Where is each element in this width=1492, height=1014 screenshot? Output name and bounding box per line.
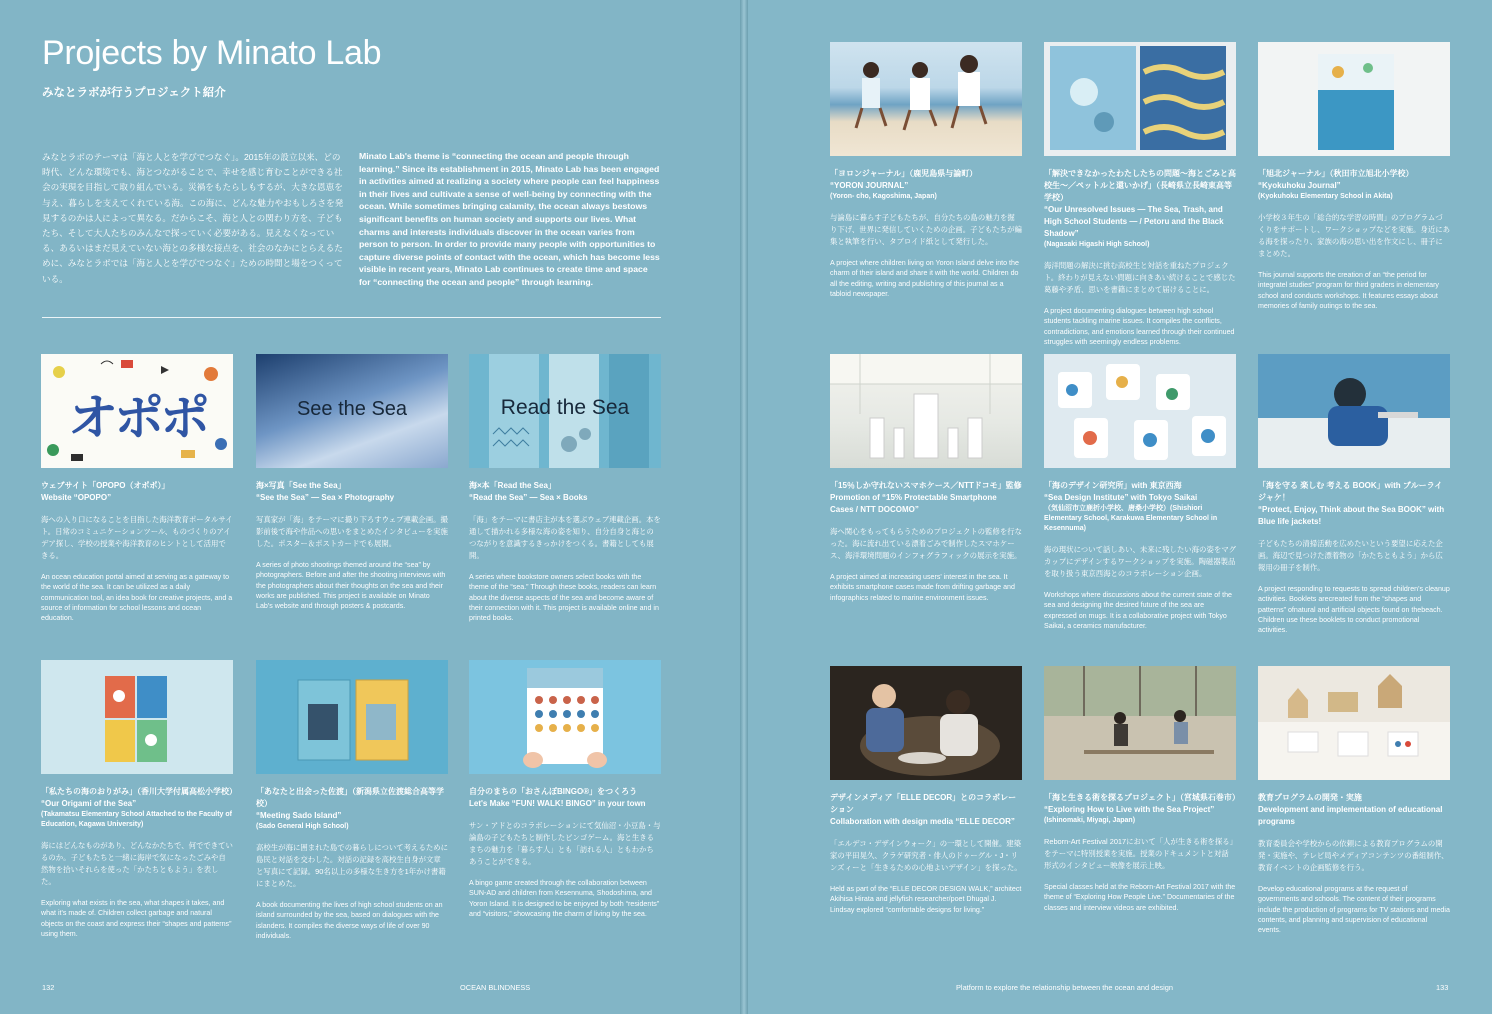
project-jp-body: 写真家が「海」をテーマに撮り下ろすウェブ連載企画。撮影前後で海や作品への思いをまとめたインタビューを実施した。ポスター＆ポストカードでも展開。: [256, 515, 448, 548]
project-jp-title: 「海を守る 楽しむ 考える BOOK」with ブルーライジャケ！: [1258, 481, 1443, 502]
project-en-body: A series where bookstore owners select books with the theme of the “sea.” Through these books, readers can learn about the diverse aspects of the sea and become aware of their connection with it. This project is available online and in printed books.: [469, 573, 659, 623]
mugs-photo: [1044, 354, 1236, 468]
see-the-sea-image: [256, 354, 448, 468]
docomo-exhibition-photo: [830, 354, 1022, 468]
project-jp-body: 子どもたちの清掃活動を広めたいという要望に応えた企画。海辺で見つけた漂着物の「かたちともよう」から広報用の冊子を制作。: [1258, 539, 1443, 572]
project-card-bingo: [469, 660, 661, 919]
project-en-title: “Our Unresolved Issues — The Sea, Trash, and High School Students — / Petoru and the Black Shadow”: [1044, 205, 1224, 238]
project-card-read-the-sea: [469, 354, 661, 623]
project-en-title: “YORON JOURNAL”: [830, 181, 909, 190]
project-jp-body: Reborn-Art Festival 2017において「人が生きる術を探る」をテーマに特別授業を実施。授業のドキュメントと対話形式のインタビュー映像を展示上映。: [1044, 837, 1234, 870]
project-card-yoron: [830, 42, 1022, 299]
project-en-title: “Kyokuhoku Journal”: [1258, 181, 1341, 190]
opopo-logo-text: オポポ: [68, 389, 206, 447]
project-subtitle: (Yoron- cho, Kagoshima, Japan): [830, 193, 937, 200]
project-card-ishinomaki: [1044, 666, 1240, 913]
project-jp-body: 海へ関心をもってもらうためのプロジェクトの監修を行なった。海に流れ出ている漂着ごみで制作したスマホケース、海洋環境問題のインフォグラフィックの展示を実施。: [830, 527, 1023, 560]
project-jp-body: 高校生が海に囲まれた島での暮らしについて考えるために島民と対話を交わした。対話の記録を高校生自身が文章と写真にて記録。90名以上の多様な生き方を1年かけ書籍にまとめた。: [256, 843, 449, 888]
left-page-number: 132: [42, 983, 55, 992]
nagasaki-books-image: [1044, 42, 1236, 156]
project-card-life-jackets: [1258, 354, 1450, 635]
project-en-title: “Read the Sea” — Sea × Books: [469, 493, 588, 502]
kyokuhoku-journal-image: [1258, 42, 1450, 156]
project-en-body: Held as part of the “ELLE DECOR DESIGN WALK,” architect Akihisa Hirata and jellyfish researcher/poet Dhugal J. Lindsay explored “comfortable designs for living.”: [830, 885, 1022, 914]
project-jp-body: 海にはどんなものがあり、どんなかたちで、何でできているのか。子どもたちと一緒に海岸で気になったごみや自然物を拾いそれらを使った「かたちともよう」を表した。: [41, 841, 233, 886]
project-en-title: “Protect, Enjoy, Think about the Sea BOOK” with Blue life jackets!: [1258, 505, 1445, 526]
project-jp-body: 小学校３年生の「総合的な学習の時間」のプログラムづくりをサポートし、ワークショップなどを実施。身近にある海を探ったり、家族の海の思い出を作文にし、冊子にまとめた。: [1258, 213, 1451, 258]
project-en-title: Promotion of “15% Protectable Smartphone Cases / NTT DOCOMO”: [830, 493, 997, 514]
project-en-title: “Sea Design Institute” with Tokyo Saikai: [1044, 493, 1198, 502]
project-jp-title: 「あなたと出会った佐渡」（新潟県立佐渡総合高等学校）: [256, 787, 444, 808]
intro-english: Minato Lab's theme is “connecting the ocean and people through learning.” Since its establishment in 2015, Minato Lab has been engaged in activities aimed at realizing a society where people can feel happiness in their lives and cultivate a sense of well-being by connecting with the ocean. While sometimes bringing calamity, the ocean always bestows significant benefits on human society and supports our lives. What charms and interests individuals discover in the ocean varies from person to person. In order to provide many people with opportunities to capture diverse points of contact with the ocean, which has become less visible in recent years, Minato Lab continues to create time and space for “connecting the ocean and people” through learning.: [359, 151, 660, 287]
project-subtitle: （気仙沼市立鹿折小学校、唐桑小学校）(Shishiori Elementary School, Karakuwa Elementary School in Kesennuma): [1044, 505, 1218, 532]
project-jp-body: 与論島に暮らす子どもたちが、自分たちの島の魅力を掘り下げ、世界に発信していくための企画。子どもたちが編集と執筆を行い、タブロイド紙として発行した。: [830, 213, 1022, 246]
project-jp-title: ウェブサイト「OPOPO（オポポ）」: [41, 481, 170, 490]
project-en-body: A series of photo shootings themed around the “sea” by photographers. Before and after the shooting interviews with the photographers about their thoughts on the sea and their works are published. This project is available on Minato Lab's website and through posters & postcards.: [256, 561, 446, 611]
yoron-kids-photo: [830, 42, 1022, 156]
project-en-title: Collaboration with design media “ELLE DECOR”: [830, 817, 1015, 826]
left-running-title: OCEAN BLINDNESS: [460, 983, 531, 992]
project-en-body: A project where children living on Yoron Island delve into the charm of their island and share it with the world. Children do all the editing, writing and publishing of this journal as a tabloid newspaper.: [830, 259, 1019, 298]
left-page: [0, 0, 740, 1014]
project-card-sea-design: [1044, 354, 1236, 631]
project-card-opopo: [41, 354, 233, 623]
right-page-number: 133: [1436, 983, 1449, 992]
ishinomaki-classroom-photo: [1044, 666, 1236, 780]
read-the-sea-image: [469, 354, 661, 468]
opopo-image: [41, 354, 233, 468]
project-en-title: “See the Sea” — Sea × Photography: [256, 493, 395, 502]
project-en-title: “Exploring How to Live with the Sea Project”: [1044, 805, 1215, 814]
child-cutting-photo: [1258, 354, 1450, 468]
project-en-body: Develop educational programs at the request of governments and schools. The content of their programs include the production of programs for TV stations and media contents, and planning and supervision of educational events.: [1258, 885, 1450, 935]
project-en-title: Website “OPOPO”: [41, 493, 112, 502]
project-subtitle: (Sado General High School): [256, 823, 349, 830]
project-en-body: An ocean education portal aimed at serving as a gateway to the world of the sea. It can be utilized as a daily communication tool, an idea book for creative projects, and a source of information for school lessons and ocean education.: [41, 573, 233, 623]
divider-line: [42, 317, 661, 318]
project-jp-title: 海×写真「See the Sea」: [256, 481, 346, 490]
right-running-title: Platform to explore the relationship between the ocean and design: [956, 983, 1173, 992]
project-en-body: Special classes held at the Reborn-Art Festival 2017 with the theme of “Exploring How People Live.” Documentaries of the classes and interview videos are exhibited.: [1044, 883, 1236, 912]
project-jp-body: 「海」をテーマに書店主が本を選ぶウェブ連載企画。本を通して描かれる多様な海の姿を知り、自分自身と海とのつながりを意識するきっかけをつくる。書籍としても展開。: [469, 515, 661, 560]
project-jp-title: 「私たちの海のおりがみ」（香川大学付属高松小学校）: [41, 787, 237, 796]
project-card-docomo: [830, 354, 1022, 603]
page-gutter: [740, 0, 748, 1014]
bingo-card-image: [469, 660, 661, 774]
project-en-body: A book documenting the lives of high school students on an island surrounded by the sea, based on dialogues with the islanders. It compiles the diverse ways of life of over 90 individuals.: [256, 901, 443, 940]
project-en-body: A bingo game created through the collaboration between SUN-AD and children from Kesennuma, Shodoshima, and Yoron Island. It is designed to be enjoyed by both “residents” and “visitors,” showcasing the charm of living by the sea.: [469, 879, 660, 918]
sado-books-image: [256, 660, 448, 774]
project-card-education: [1258, 666, 1450, 935]
project-jp-title: 自分のまちの「おさんぽBINGO®」をつくろう: [469, 787, 638, 796]
project-card-see-the-sea: [256, 354, 448, 611]
read-the-sea-logo-text: Read the Sea: [500, 396, 630, 419]
project-en-title: Development and implementation of educational programs: [1258, 805, 1443, 826]
project-card-origami: [41, 660, 237, 939]
project-en-body: This journal supports the creation of an “the period for integratel studies” program for third graders in elementary school and conducts workshops. It features essays about memories of family outings to the sea.: [1258, 271, 1439, 310]
project-subtitle: (Nagasaki Higashi High School): [1044, 241, 1150, 248]
project-jp-body: 「エルデコ・デザインウォーク」の一環として開催。建築家の平田晃久、クラゲ研究者・俳人のドゥーグル・J・リンズィーと「生きるための心地よいデザイン」を探った。: [830, 839, 1022, 872]
elle-decor-talk-photo: [830, 666, 1022, 780]
project-jp-title: 「解決できなかったわたしたちの問題〜海とごみと高校生〜／ペットルと還いかげ」（長崎県立長崎東高等学校）: [1044, 169, 1236, 202]
project-jp-body: 海の現状について話しあい、未来に残したい海の姿をマグカップにデザインするワークショップを実施。陶磁器製品を取り扱う東京西海とのコラボレーション企画。: [1044, 545, 1237, 578]
project-jp-title: 海×本「Read the Sea」: [469, 481, 556, 490]
project-jp-title: 「海のデザイン研究所」with 東京西海: [1044, 481, 1182, 490]
page-title: Projects by Minato Lab: [42, 34, 382, 72]
project-en-body: A project aimed at increasing users' interest in the sea. It exhibits smartphone cases made from drifting garbage and infographics related to marine environment issues.: [830, 573, 1015, 602]
project-subtitle: (Takamatsu Elementary School Attached to the Faculty of Education, Kagawa University): [41, 811, 232, 828]
project-jp-body: サン・アドとのコラボレーションにて気仙沼・小豆島・与論島の子どもたちと制作したビンゴゲーム。海と生きるまちの魅力を「暮らす人」とも「訪れる人」ともわかちあうことができる。: [469, 821, 661, 866]
project-en-body: Exploring what exists in the sea, what shapes it takes, and what it's made of. Children collect garbage and natural objects on the coast and express their “shapes and patterns” using them.: [41, 899, 232, 938]
project-en-body: A project responding to requests to spread children's cleanup activities. Booklets arecreated from the “shapes and patterns” ofnatural and artificial objects found on thebeach. Children use these booklets to conduct promotional activities.: [1258, 585, 1450, 635]
right-page: [748, 0, 1492, 1014]
project-card-kyokuhoku: [1258, 42, 1450, 311]
project-en-title: “Meeting Sado Island”: [256, 811, 342, 820]
project-subtitle: (Ishinomaki, Miyagi, Japan): [1044, 817, 1136, 824]
project-subtitle: (Kyokuhoku Elementary School in Akita): [1258, 193, 1393, 200]
project-en-title: Let's Make “FUN! WALK! BINGO” in your town: [469, 799, 646, 808]
page-subtitle: みなとラボが行うプロジェクト紹介: [42, 87, 226, 99]
project-jp-title: 「海と生きる術を探るプロジェクト」（宮城県石巻市）: [1044, 793, 1240, 802]
project-jp-title: 「旭北ジャーナル」（秋田市立旭北小学校）: [1258, 169, 1414, 178]
project-jp-body: 海への入り口になることを目指した海洋教育ポータルサイト。日常のコミュニケーションツール、ものづくりのアイデア探し、学校の授業や海洋教育のヒントとして活用できる。: [41, 515, 233, 560]
see-the-sea-logo-text: See the Sea: [296, 398, 408, 420]
intro-japanese: みなとラボのテーマは「海と人とを学びでつなぐ」。2015年の設立以来、どの時代、どんな環境でも、海とつながることで、幸せを感じ育むことができる社会の実現を目指して取り組んでいる。災禍をもたらしもするが、大きな恩恵を与え、暮らしを支えてくれている海。この海に、どんな魅力やおもしろさを発見するのかは人によって異なる。だからこそ、海と人との関わり方を、子どもたち、そして大人たちのみんなで探っていく必要がある。見えなくなっている、あるいはまだ見えていない海との多様な接点を、社会のなかにとらえるために、みなとラボでは「海と人とを学びでつなぐ」ための時間と場をつくっている。: [42, 152, 344, 284]
project-en-body: A project documenting dialogues between high school students tackling marine issues. It compiles the conflicts, contradictions, and emotions learned through their continued struggles with seemingly endless problems.: [1044, 307, 1235, 346]
project-card-elle-decor: [830, 666, 1022, 915]
origami-book-image: [41, 660, 233, 774]
project-jp-title: デザインメディア「ELLE DECOR」とのコラボレーション: [830, 793, 1017, 814]
project-jp-title: 「15％しか守れないスマホケース／NTTドコモ」監修: [830, 481, 1022, 490]
project-jp-body: 教育委員会や学校からの依頼による教育プログラムの開発・実施や、テレビ局やメディアコンテンツの番組制作、教育イベントの企画監修を行う。: [1258, 839, 1449, 872]
education-exhibit-photo: [1258, 666, 1450, 780]
project-card-nagasaki: [1044, 42, 1236, 347]
project-jp-title: 「ヨロンジャーナル」（鹿児島県与論町）: [830, 169, 978, 178]
project-card-sado: [256, 660, 448, 941]
project-jp-body: 海洋問題の解決に挑む高校生と対話を重ねたプロジェクト。終わりが見えない問題に向きあい続けることで感じた葛藤や矛盾、思いを書籍にまとめて届けることに。: [1044, 261, 1236, 294]
project-en-body: Workshops where discussions about the current state of the sea and designing the desired future of the sea are expressed on mugs. It is a collaborative project with Tokyo Saikai, a ceramics manufacturer.: [1044, 591, 1232, 630]
project-jp-title: 教育プログラムの開発・実施: [1258, 793, 1362, 802]
project-en-title: “Our Origami of the Sea”: [41, 799, 137, 808]
